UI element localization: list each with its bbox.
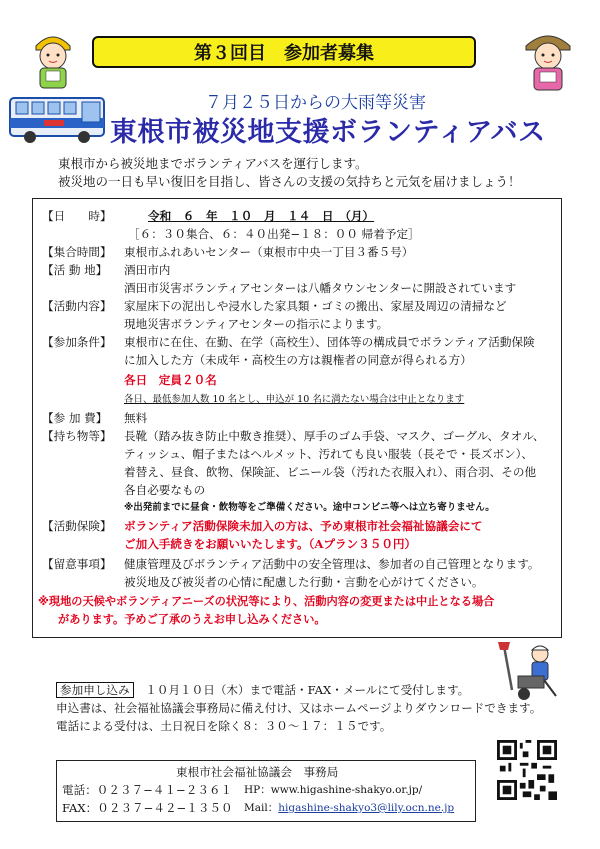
banner-text: 第３回目 参加者募集	[194, 43, 374, 64]
tel: 電話：０２３７−４１−２３６１	[62, 783, 233, 797]
area-label: 【活 動 地】	[42, 263, 108, 277]
apply-row	[56, 682, 469, 698]
apply-label: 参加申し込み	[56, 682, 134, 698]
volunteer-worker-illustration	[496, 640, 564, 704]
content-line-2: 現地災害ボランティアセンターの指示によります。	[124, 317, 389, 331]
items-line-2: ティッシュ、帽子またはヘルメット、汚れても良い服装（長そで・長ズボン）、	[124, 447, 534, 461]
date-sub: ［６：３０集合、６：４０出発−１８：００ 帰着予定］	[128, 227, 420, 241]
capacity: 各日 定員２０名	[124, 373, 217, 387]
bus-illustration	[8, 92, 108, 146]
page-title: 東根市被災地支援ボランティアバス	[110, 117, 546, 148]
org-name: 東根市社会福祉協議会 事務局	[176, 765, 339, 779]
mascot-left-illustration	[28, 26, 78, 90]
disaster-subtitle: ７月２５日からの大雨等災害	[205, 93, 426, 113]
insurance-label: 【活動保険】	[42, 519, 112, 533]
cond-label: 【参加条件】	[42, 335, 112, 349]
recruitment-banner	[92, 36, 476, 68]
intro-line-1: 東根市から被災地までボランティアバスを運行します。	[58, 156, 368, 171]
meet-label: 【集合時間】	[42, 245, 112, 259]
insurance-line-1: ボランティア活動保険未加入の方は、予め東根市社会福祉協議会にて	[124, 519, 483, 533]
apply-line-3: 電話による受付は、土日祝日を除く８：３０～１７：１５です。	[56, 719, 392, 733]
apply-deadline: １０月１０日（木）まで電話・FAX・メールにて受付します。	[145, 683, 470, 697]
content-label: 【活動内容】	[42, 299, 112, 313]
date-label: 【日 時】	[42, 209, 112, 223]
fee-value: 無料	[124, 411, 148, 425]
warning-line-2: があります。予めご了承のうえお申し込みください。	[58, 613, 326, 626]
insurance-line-2: ご加入手続きをお願いいたします。（Aプラン３５０円）	[124, 537, 417, 551]
fee-label: 【参 加 費】	[42, 411, 108, 425]
apply-line-2: 申込書は、社会福祉協議会事務局に備え付け、又はホームページよりダウンロードできます。	[56, 701, 542, 715]
content-line-1: 家屋床下の泥出しや浸水した家具類・ゴミの搬出、家屋及周辺の清掃など	[124, 299, 507, 313]
warning-line-1: ※現地の天候やボランティアニーズの状況等により、活動内容の変更または中止となる場合	[38, 595, 495, 608]
area-sub: 酒田市災害ボランティアセンターは八幡タウンセンターに開設されています	[124, 281, 517, 295]
meet-value: 東根市ふれあいセンター（東根市中央一丁目３番５号）	[124, 245, 414, 259]
items-line-3: 着替え、昼食、飲物、保険証、ビニール袋（汚れた衣服入れ）、雨合羽、その他	[124, 465, 537, 479]
cond-line-1: 東根市に在住、在勤、在学（高校生）、団体等の構成員でボランティア活動保険	[124, 335, 535, 349]
items-line-1: 長靴（踏み抜き防止中敷き推奨）、厚手のゴム手袋、マスク、ゴーグル、タオル、	[124, 429, 545, 443]
items-note: ※出発前までに昼食・飲物等をご準備ください。途中コンビニ等へは立ち寄りません。	[124, 502, 495, 513]
items-label: 【持ち物等】	[42, 429, 112, 443]
notes-line-1: 健康管理及びボランティア活動中の安全管理は、参加者の自己管理となります。	[124, 557, 540, 571]
fax: FAX：０２３７−４２−１３５０	[62, 801, 233, 815]
date-value: 令和 ６ 年 １０ 月 １４ 日 （月）	[148, 209, 375, 223]
area-value: 酒田市内	[124, 263, 171, 277]
mail-label: Mail：	[244, 802, 279, 814]
homepage[interactable]: HP：www.higashine-shakyo.or.jp/	[244, 784, 423, 796]
qr-code[interactable]	[497, 740, 557, 800]
capacity-note: 各日、最低参加人数 10 名とし、申込が 10 名に満たない場合は中止となります	[124, 394, 465, 405]
intro-line-2: 被災地の一日も早い復旧を目指し、皆さんの支援の気持ちと元気を届けましょう！	[58, 174, 521, 189]
notes-line-2: 被災地及び被災者の心情に配慮した行動・言動を心がけてください。	[124, 575, 484, 589]
items-line-4: 各自必要なもの	[124, 483, 206, 497]
cond-line-2: に加入した方（未成年・高校生の方は親権者の同意が得られる方）	[124, 353, 472, 367]
mail-row	[244, 800, 454, 816]
notes-label: 【留意事項】	[42, 557, 112, 571]
mail-link[interactable]: higashine-shakyo3@lily.ocn.ne.jp	[278, 802, 455, 814]
mascot-right-illustration	[520, 26, 576, 94]
details-box	[32, 198, 562, 638]
